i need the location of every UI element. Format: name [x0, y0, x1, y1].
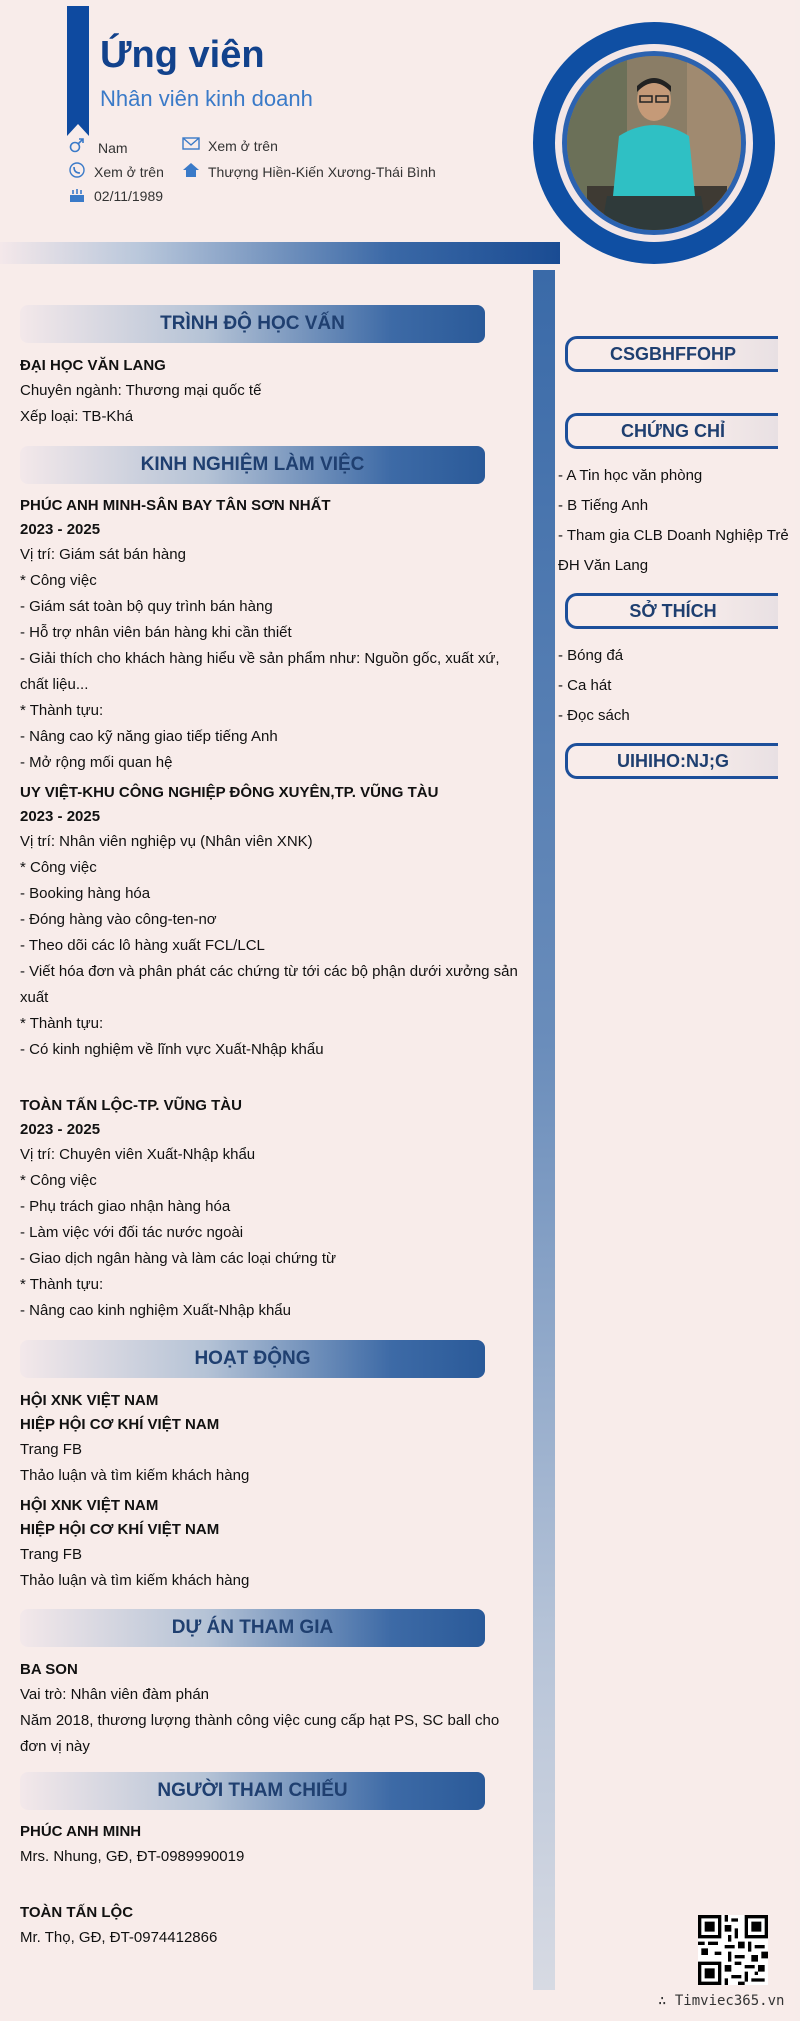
job-2-line: - Đóng hàng vào công-ten-nơ — [20, 911, 217, 928]
job-3-line: - Phụ trách giao nhận hàng hóa — [20, 1198, 231, 1215]
certificate-item: ĐH Văn Lang — [558, 557, 649, 574]
job-1-line: - Giám sát toàn bộ quy trình bán hàng — [20, 598, 273, 615]
job-1-line: - Nâng cao kỹ năng giao tiếp tiếng Anh — [20, 728, 278, 745]
job-2-line: * Công việc — [20, 859, 97, 876]
sidebar-divider — [533, 270, 555, 1990]
reference-company: PHÚC ANH MINH — [20, 1823, 142, 1840]
gender-info — [68, 134, 128, 156]
reference-contact: Mr. Thọ, GĐ, ĐT-0974412866 — [20, 1929, 218, 1946]
project-role: Vai trò: Nhân viên đàm phán — [20, 1686, 210, 1703]
qr-code-icon — [698, 1915, 768, 1985]
job-3-period: 2023 - 2025 — [20, 1121, 101, 1138]
job-1-line: * Công việc — [20, 572, 97, 589]
gender-value: Nam — [98, 140, 128, 156]
experience-heading: KINH NGHIỆM LÀM VIỆC — [20, 446, 485, 484]
job-3-company: TOÀN TẤN LỘC-TP. VŨNG TÀU — [20, 1097, 242, 1114]
job-2-line: - Có kinh nghiệm về lĩnh vực Xuất-Nhập khẩu — [20, 1041, 324, 1058]
job-3-line: - Giao dịch ngân hàng và làm các loại chứng từ — [20, 1250, 337, 1267]
job-1-line: - Hỗ trợ nhân viên bán hàng khi cần thiết — [20, 624, 292, 641]
reference-company: TOÀN TẤN LỘC — [20, 1904, 134, 1921]
address-value: Thượng Hiền-Kiến Xương-Thái Bình — [208, 164, 436, 180]
activity-org: HIỆP HỘI CƠ KHÍ VIỆT NAM — [20, 1416, 220, 1433]
job-1-line: - Giải thích cho khách hàng hiểu về sản phẩm như: Nguồn gốc, xuất xứ, — [20, 650, 500, 667]
certificate-item: - A Tin học văn phòng — [558, 467, 703, 484]
phone-value[interactable]: Xem ở trên — [94, 164, 164, 180]
project-desc: Năm 2018, thương lượng thành công việc cung cấp hạt PS, SC ball cho — [20, 1712, 500, 1729]
sidebar-box-1: CSGBHFFOHP — [565, 336, 778, 372]
projects-heading: DỰ ÁN THAM GIA — [20, 1609, 485, 1647]
education-school: ĐẠI HỌC VĂN LANG — [20, 357, 166, 374]
job-2-line: * Thành tựu: — [20, 1015, 104, 1032]
address-info — [182, 160, 436, 180]
job-1-period: 2023 - 2025 — [20, 521, 101, 538]
activity-role: Trang FB — [20, 1441, 82, 1458]
birthday-value: 02/11/1989 — [94, 188, 164, 204]
activity-org: HỘI XNK VIỆT NAM — [20, 1392, 159, 1409]
education-grade: Xếp loại: TB-Khá — [20, 408, 134, 425]
candidate-name: Ứng viên — [100, 34, 265, 76]
hobbies-heading: SỞ THÍCH — [565, 593, 778, 629]
activity-role: Trang FB — [20, 1546, 82, 1563]
hobby-item: - Bóng đá — [558, 647, 624, 664]
activity-desc: Thảo luận và tìm kiếm khách hàng — [20, 1572, 250, 1589]
job-2-company: UY VIỆT-KHU CÔNG NGHIỆP ĐÔNG XUYÊN,TP. VŨNG TÀU — [20, 784, 439, 801]
job-3-line: * Thành tựu: — [20, 1276, 104, 1293]
job-2-line: Vị trí: Nhân viên nghiệp vụ (Nhân viên XNK) — [20, 833, 313, 850]
header-divider — [0, 242, 560, 264]
home-icon — [182, 162, 200, 178]
brand-footer[interactable]: ∴ Timviec365.vn — [658, 1993, 785, 2009]
certificate-item: - Tham gia CLB Doanh Nghiệp Trẻ — [558, 527, 789, 544]
activity-desc: Thảo luận và tìm kiếm khách hàng — [20, 1467, 250, 1484]
certificate-item: - B Tiếng Anh — [558, 497, 649, 514]
phone-icon — [68, 161, 86, 179]
job-1-line: * Thành tựu: — [20, 702, 104, 719]
job-2-line: - Viết hóa đơn và phân phát các chứng từ tới các bộ phận dưới xưởng sản — [20, 963, 518, 980]
candidate-photo — [567, 56, 741, 230]
activities-heading: HOẠT ĐỘNG — [20, 1340, 485, 1378]
job-1-company: PHÚC ANH MINH-SÂN BAY TÂN SƠN NHẤT — [20, 497, 331, 514]
activity-org: HIỆP HỘI CƠ KHÍ VIỆT NAM — [20, 1521, 220, 1538]
reference-contact: Mrs. Nhung, GĐ, ĐT-0989990019 — [20, 1848, 245, 1865]
phone-info — [68, 160, 164, 180]
job-1-line: chất liệu... — [20, 676, 89, 693]
education-heading: TRÌNH ĐỘ HỌC VẤN — [20, 305, 485, 343]
cake-icon — [68, 186, 86, 204]
references-heading: NGƯỜI THAM CHIẾU — [20, 1772, 485, 1810]
birthday-info — [68, 186, 163, 204]
job-2-period: 2023 - 2025 — [20, 808, 101, 825]
job-1-line: - Mở rộng mối quan hệ — [20, 754, 173, 771]
job-title: Nhân viên kinh doanh — [100, 86, 313, 111]
email-info — [182, 134, 278, 154]
job-2-line: - Theo dõi các lô hàng xuất FCL/LCL — [20, 937, 265, 954]
project-desc: đơn vị này — [20, 1738, 90, 1755]
job-3-line: * Công việc — [20, 1172, 97, 1189]
certificates-heading: CHỨNG CHỈ — [565, 413, 778, 449]
job-3-line: - Làm việc với đối tác nước ngoài — [20, 1224, 244, 1241]
education-major: Chuyên ngành: Thương mại quốc tế — [20, 382, 262, 399]
hobby-item: - Đọc sách — [558, 707, 630, 724]
bookmark-ribbon — [67, 6, 89, 124]
activity-org: HỘI XNK VIỆT NAM — [20, 1497, 159, 1514]
project-name: BA SON — [20, 1661, 78, 1678]
job-2-line: xuất — [20, 989, 49, 1006]
mail-icon — [182, 136, 200, 152]
job-2-line: - Booking hàng hóa — [20, 885, 151, 902]
sidebar-box-4: UIHIHO:NJ;G — [565, 743, 778, 779]
job-3-line: Vị trí: Chuyên viên Xuất-Nhập khẩu — [20, 1146, 256, 1163]
gender-icon — [68, 136, 86, 154]
email-value[interactable]: Xem ở trên — [208, 138, 278, 154]
hobby-item: - Ca hát — [558, 677, 612, 694]
job-1-line: Vị trí: Giám sát bán hàng — [20, 546, 186, 563]
job-3-line: - Nâng cao kinh nghiệm Xuất-Nhập khẩu — [20, 1302, 291, 1319]
